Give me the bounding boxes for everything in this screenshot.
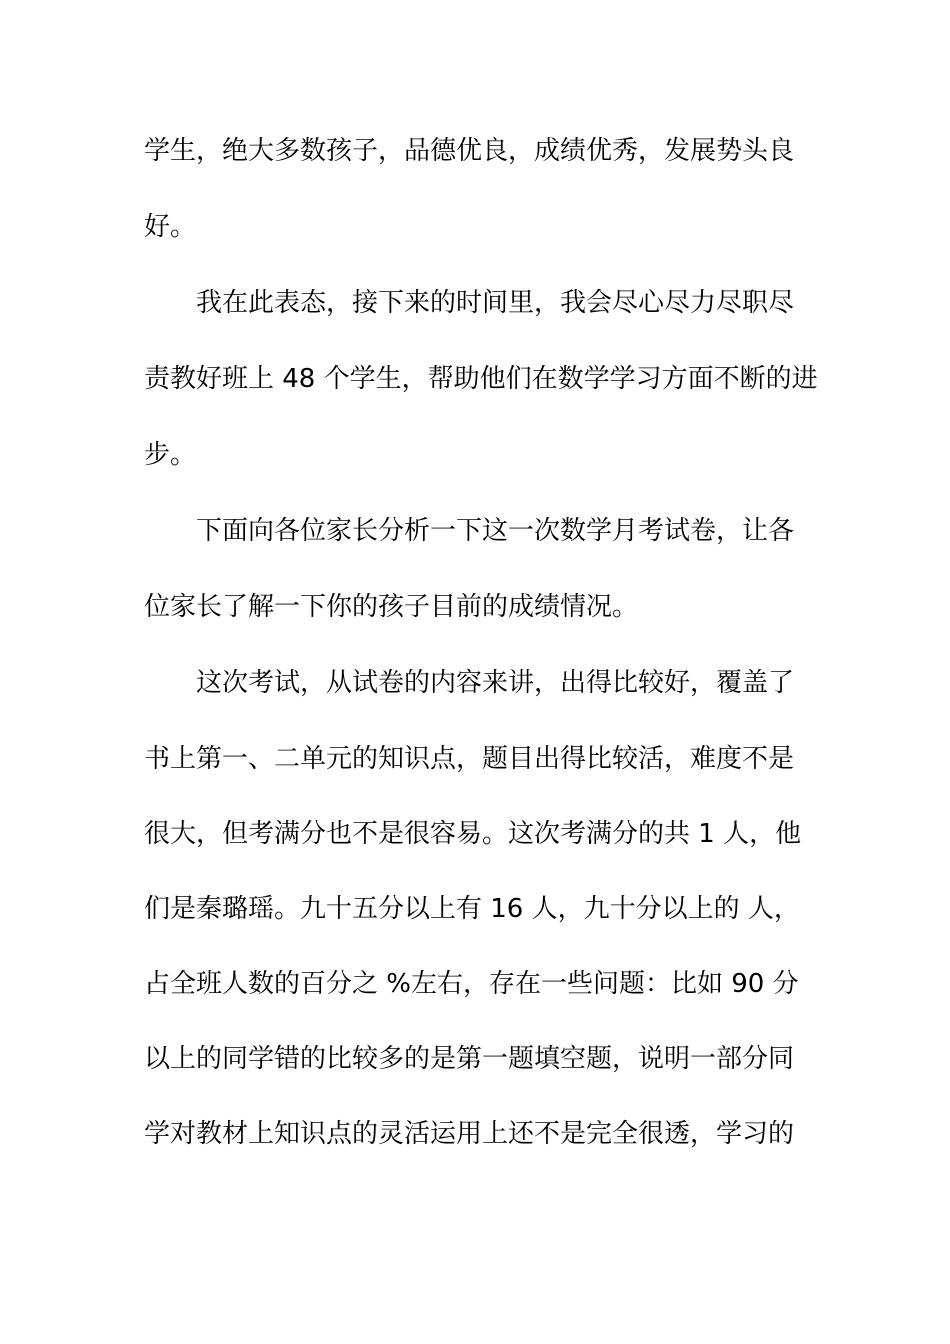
paragraph-3-line-1: 下面向各位家长分析一下这一次数学月考试卷，让各 xyxy=(196,516,795,546)
paragraph-4-line-6: 以上的同学错的比较多的是第一题填空题，说明一部分同 xyxy=(144,1044,795,1074)
paragraph-4-line-1: 这次考试，从试卷的内容来讲，出得比较好，覆盖了 xyxy=(196,668,795,698)
paragraph-1-line-1: 学生，绝大多数孩子，品德优良，成绩优秀，发展势头良 xyxy=(144,136,795,166)
paragraph-4-line-3: 很大，但考满分也不是很容易。这次考满分的共 1 人，他 xyxy=(144,819,802,849)
paragraph-4-line-2: 书上第一、二单元的知识点，题目出得比较活，难度不是 xyxy=(144,744,795,774)
paragraph-1-line-2: 好。 xyxy=(144,212,197,242)
paragraph-4-line-4: 们是秦璐瑶。九十五分以上有 16 人，九十分以上的 人， xyxy=(144,894,800,924)
paragraph-2-line-1: 我在此表态，接下来的时间里，我会尽心尽力尽职尽 xyxy=(196,288,795,318)
paragraph-2-line-2: 责教好班上 48 个学生，帮助他们在数学学习方面不断的进 xyxy=(144,364,818,394)
paragraph-4-line-5: 占全班人数的百分之 %左右，存在一些问题：比如 90 分 xyxy=(144,969,799,999)
paragraph-2-line-3: 步。 xyxy=(144,440,197,470)
paragraph-4-line-7: 学对教材上知识点的灵活运用上还不是完全很透，学习的 xyxy=(144,1119,795,1149)
paragraph-3-line-2: 位家长了解一下你的孩子目前的成绩情况。 xyxy=(144,592,639,622)
